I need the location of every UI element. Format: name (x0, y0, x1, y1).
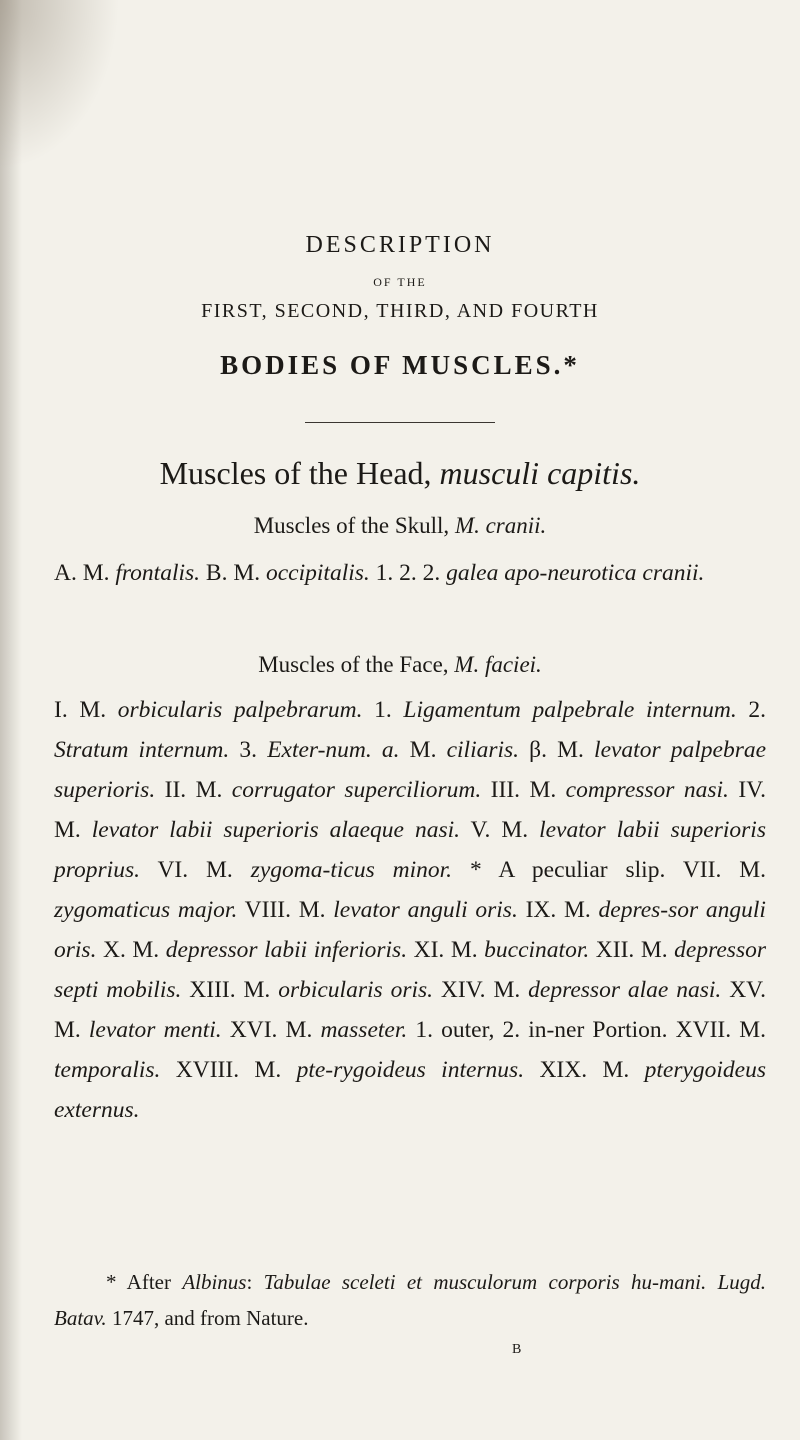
latin-term: levator labii superioris proprius. (54, 817, 766, 883)
text-run: 1747, and from Nature. (106, 1306, 309, 1330)
text-run (372, 737, 382, 763)
text-run: I. M. (54, 697, 118, 723)
text-run: 3. (229, 737, 268, 763)
text-run: IV. M. (54, 777, 767, 843)
text-run (706, 1270, 717, 1294)
face-title-text: Muscles of the Face, (258, 652, 449, 677)
skull-title-latin: M. cranii. (454, 513, 547, 538)
heading-of-the: OF THE (373, 275, 427, 289)
heading-bodies: BODIES OF MUSCLES.* (220, 350, 580, 380)
text-run: IX. M. (517, 897, 599, 923)
latin-term: ciliaris. (446, 737, 520, 763)
latin-term: corrugator superciliorum. (231, 777, 482, 803)
latin-term: depressor septi mobilis. (54, 937, 766, 1003)
text-run: XVI. M. (221, 1017, 321, 1043)
text-run: 1. outer, 2. in-ner Portion. XVII. M. (407, 1017, 766, 1043)
skull-section-title (0, 513, 800, 539)
skull-paragraph (54, 553, 766, 593)
text-run: β. M. (519, 737, 595, 763)
latin-term: Lugd. Batav. (54, 1270, 767, 1330)
latin-term: buccinator. (484, 937, 590, 963)
text-run: III. M. (481, 777, 566, 803)
signature-mark: B (512, 1342, 522, 1357)
latin-term: levator menti. (88, 1017, 222, 1043)
text-run: M. (399, 737, 447, 763)
latin-term: zygomaticus major. (54, 897, 238, 923)
section-divider (305, 422, 495, 423)
page-corner-stain (0, 0, 120, 170)
text-run: * After (106, 1270, 183, 1294)
text-run: : (246, 1270, 264, 1294)
latin-term: levator labii superioris alaeque nasi. (91, 817, 461, 843)
text-run: 1. (362, 697, 404, 723)
heading-first-line: FIRST, SECOND, THIRD, AND FOURTH (201, 300, 599, 322)
latin-term: temporalis. (54, 1057, 161, 1083)
text-run: XIV. M. (433, 977, 529, 1003)
head-title-latin: musculi capitis. (439, 455, 641, 491)
latin-term: Albinus (182, 1270, 247, 1294)
latin-term: a. (381, 737, 400, 763)
face-title-latin: M. faciei. (454, 652, 542, 677)
text-run: V. M. (460, 817, 540, 843)
latin-term: frontalis. (115, 560, 201, 586)
latin-term: depressor labii inferioris. (165, 937, 408, 963)
latin-term: levator anguli oris. (333, 897, 518, 923)
latin-term: depressor alae nasi. (528, 977, 722, 1003)
latin-term: orbicularis oris. (278, 977, 434, 1003)
latin-term: Exter-num. (267, 737, 372, 763)
text-run: XIX. M. (524, 1057, 645, 1083)
latin-term: depres-sor anguli oris. (54, 897, 766, 963)
latin-term: levator palpebrae superioris. (54, 737, 767, 803)
face-paragraph (54, 690, 766, 1130)
text-run: XII. M. (589, 937, 675, 963)
latin-term: galea apo-neurotica cranii. (446, 560, 705, 586)
latin-term: Tabulae sceleti et musculorum corporis hu-mani. (263, 1270, 707, 1294)
text-run: X. M. (96, 937, 166, 963)
text-run: II. M. (155, 777, 232, 803)
head-section-title (0, 455, 800, 492)
text-run: B. M. (200, 560, 266, 586)
text-run: 2. (736, 697, 767, 723)
latin-term: Stratum internum. (54, 737, 230, 763)
face-section-title (0, 652, 800, 678)
text-run: 1. 2. 2. (369, 560, 447, 586)
footnote (54, 1264, 766, 1336)
text-run: XVIII. M. (160, 1057, 297, 1083)
latin-term: masseter. (320, 1017, 408, 1043)
heading-description: DESCRIPTION (305, 232, 495, 258)
latin-term: compressor nasi. (565, 777, 729, 803)
latin-term: zygoma-ticus minor. (250, 857, 453, 883)
text-run: XIII. M. (181, 977, 279, 1003)
latin-term: pte-rygoideus internus. (296, 1057, 525, 1083)
latin-term: Ligamentum palpebrale internum. (403, 697, 737, 723)
text-run: XV. M. (54, 977, 766, 1043)
text-run: * A peculiar slip. VII. M. (452, 857, 766, 883)
latin-term: pterygoideus externus. (54, 1057, 766, 1123)
text-run: XI. M. (407, 937, 485, 963)
text-run: VI. M. (139, 857, 251, 883)
head-title-text: Muscles of the Head, (159, 455, 432, 491)
skull-title-text: Muscles of the Skull, (253, 513, 450, 538)
page-spine-shadow (0, 0, 22, 1440)
latin-term: orbicularis palpebrarum. (117, 697, 363, 723)
text-run: A. M. (54, 560, 116, 586)
latin-term: occipitalis. (266, 560, 370, 586)
text-run: VIII. M. (237, 897, 334, 923)
